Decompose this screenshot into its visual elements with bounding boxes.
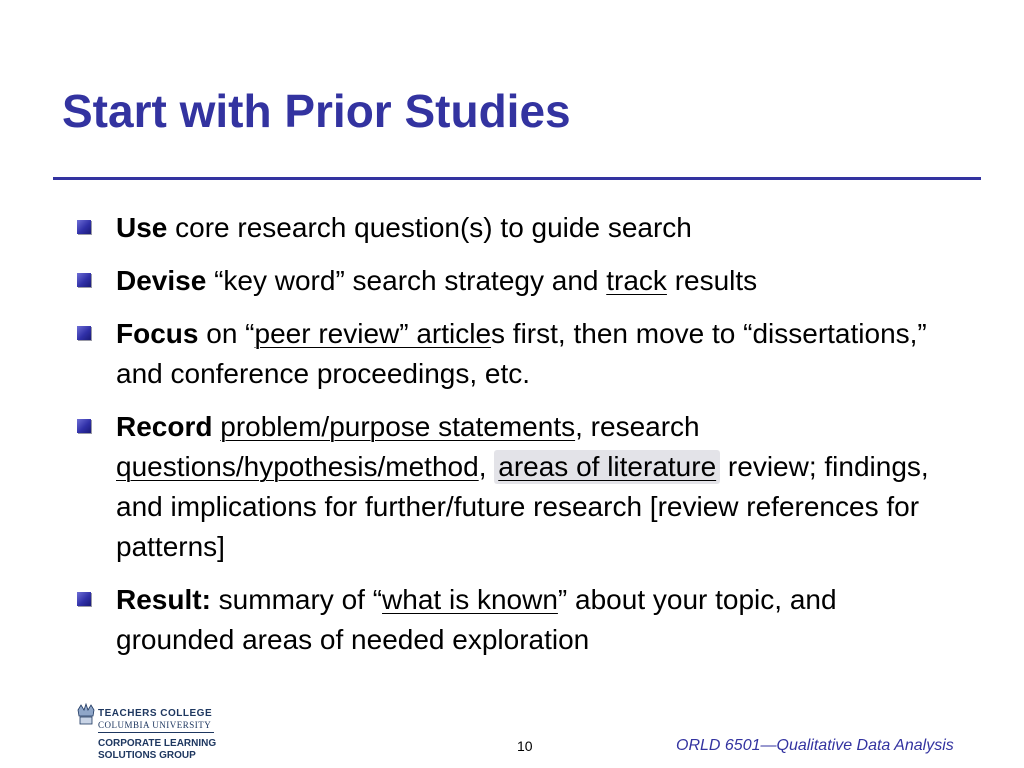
- teachers-college-logo: [76, 702, 246, 762]
- link-questions-hypothesis-method[interactable]: questions/hypothesis/method: [116, 451, 479, 482]
- slide-title: Start with Prior Studies: [62, 85, 571, 137]
- bullet-item-focus: [75, 314, 955, 394]
- link-areas-of-literature[interactable]: areas of literature: [494, 450, 720, 484]
- bullet-lead: Record: [116, 411, 213, 442]
- bullet-list: [75, 208, 955, 673]
- bullet-text: core research question(s) to guide search: [167, 212, 692, 243]
- logo-text: CORPORATE LEARNING: [98, 738, 217, 749]
- bullet-lead: Devise: [116, 265, 207, 296]
- bullet-text: summary of “: [210, 584, 383, 615]
- bullet-lead: Focus: [116, 318, 199, 349]
- bullet-text: review; findings, and implications for further/future research [review references for patterns]: [116, 451, 929, 562]
- link-problem-purpose-statements[interactable]: problem/purpose statements: [220, 411, 576, 442]
- square-bullet-icon: [77, 419, 91, 433]
- square-bullet-icon: [77, 220, 91, 234]
- bullet-item-devise: [75, 261, 955, 301]
- bullet-item-use: [75, 208, 955, 248]
- bullet-lead: Use: [116, 212, 168, 243]
- logo-text: SOLUTIONS GROUP: [98, 750, 196, 761]
- bullet-text: ” about your topic, and grounded areas of needed exploration: [116, 584, 837, 655]
- page-number: 10: [517, 738, 533, 754]
- bullet-text: , research: [575, 411, 700, 442]
- bullet-text: s first, then move to “dissertations,” and conference proceedings, etc.: [116, 318, 927, 389]
- bullet-text: “key word” search strategy and: [206, 265, 607, 296]
- crown-icon: [76, 702, 96, 726]
- bullet-text: on “: [198, 318, 255, 349]
- link-track[interactable]: track: [606, 265, 667, 296]
- bullet-lead: Result:: [116, 584, 211, 615]
- bullet-item-result: [75, 580, 955, 660]
- square-bullet-icon: [77, 592, 91, 606]
- logo-divider: [98, 732, 214, 733]
- bullet-text: ,: [478, 451, 495, 482]
- bullet-item-record: [75, 407, 955, 567]
- bullet-text: results: [666, 265, 758, 296]
- logo-text: TEACHERS COLLEGE: [98, 708, 213, 719]
- link-what-is-known[interactable]: what is known: [382, 584, 558, 615]
- link-peer-review-articles[interactable]: peer review” article: [254, 318, 492, 349]
- course-title: ORLD 6501—Qualitative Data Analysis: [676, 737, 954, 754]
- logo-text: COLUMBIA UNIVERSITY: [98, 720, 212, 730]
- square-bullet-icon: [77, 326, 91, 340]
- square-bullet-icon: [77, 273, 91, 287]
- title-divider: [53, 177, 981, 180]
